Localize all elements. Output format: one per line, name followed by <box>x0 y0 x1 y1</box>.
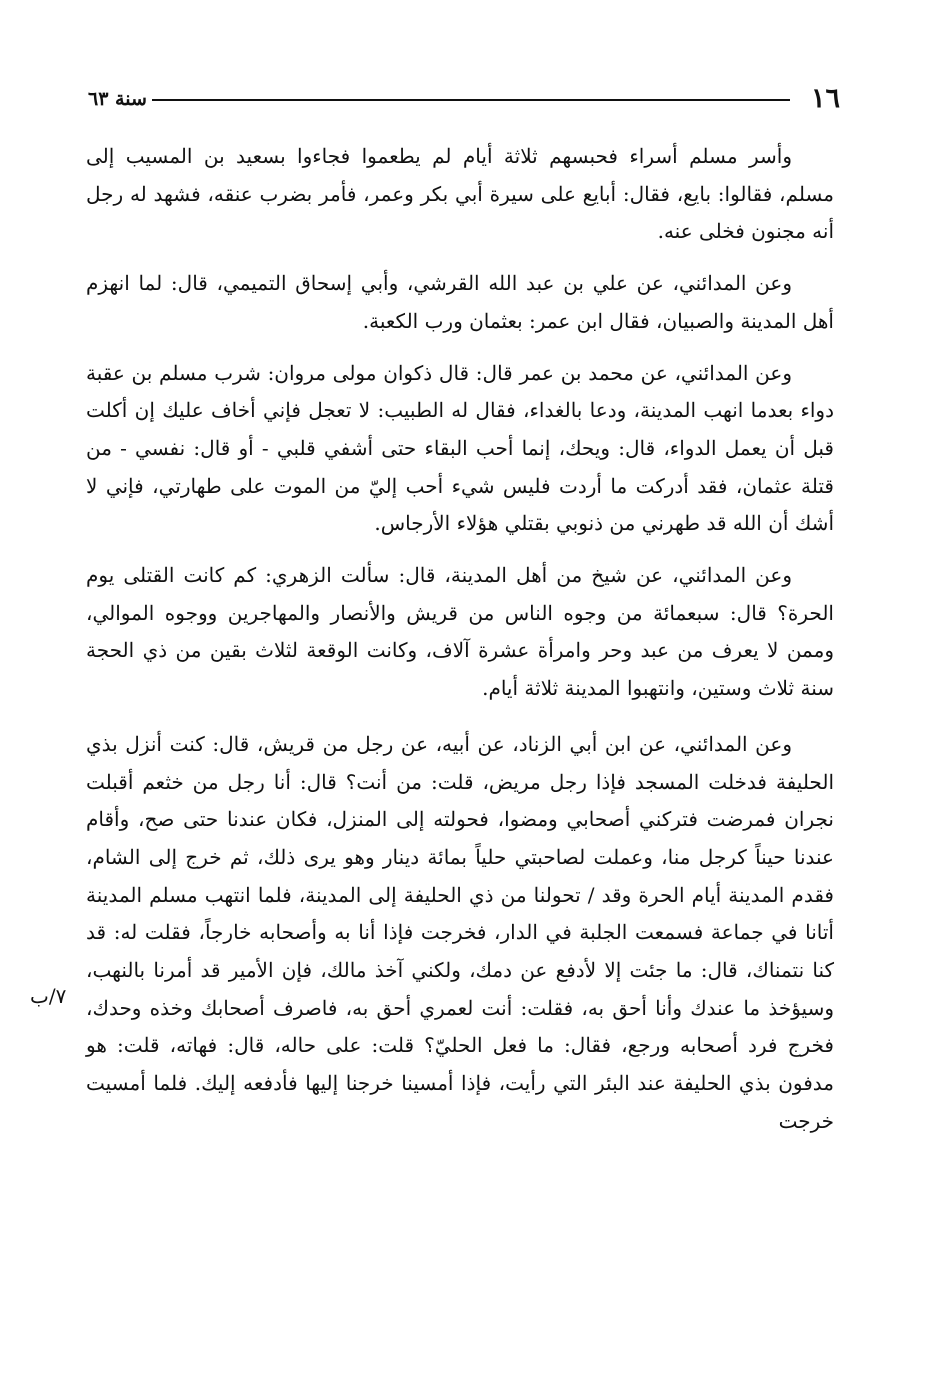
header-rule <box>152 99 790 101</box>
running-head-year: سنة ٦٣ <box>88 88 147 110</box>
paragraph-5: وعن المدائني، عن ابن أبي الزناد، عن أبيه، عن رجل من قريش، قال: كنت أنزل بذي الحليفة فدخلت المسجد فإذا رجل مريض، قلت: من أنت؟ قال: أنا رجل من خثعم أقبلت نجران فمرضت فتركني أصحابي ومضوا، فحولته إلى المنزل، فكان عندنا حتى صح، وأقام عندنا حيناً كرجل منا، وعملت لصاحبتي حلياً بمائة دينار وهو يرى ذلك، ثم خرج إلى الشام، فقدم المدينة أيام الحرة وقد / تحولنا من ذي الحليفة إلى المدينة، فلما انتهب مسلم المدينة أتانا في جماعة فسمعت الجلبة في الدار، فخرجت فإذا أنا به وأصحابه خارجاً، فقلت له: قد كنا نتمناك، قال: ما جئت إلا لأدفع عن دمك، ولكني آخذ مالك، فإن الأمير قد أمرنا بالنهب، وسيؤخذ ما عندك وأنا أحق به، فقلت: أنت لعمري أحق به، فاصرف أصحابك وخذه وحدك، فخرج فرد أصحابه ورجع، فقال: ما فعل الحليّ؟ قلت: على حاله، قال: فهاته، قلت: هو مدفون بذي الحليفة عند البئر التي رأيت، فإذا أمسينا خرجنا إليها فأدفعه إليك. فلما أمسيت خرجت <box>86 731 834 1133</box>
manuscript-folio-note: ٧/ب <box>30 984 67 1008</box>
paragraph-2: وعن المدائني، عن علي بن عبد الله القرشي، وأبي إسحاق التميمي، قال: لما انهزم أهل المدينة والصبيان، فقال ابن عمر: بعثمان ورب الكعبة. <box>86 271 834 333</box>
paragraph-4: وعن المدائني، عن شيخ من أهل المدينة، قال: سألت الزهري: كم كانت القتلى يوم الحرة؟ قال: سبعمائة من وجوه الناس من قريش والأنصار والمهاجرين ووجوه الموالي، وممن لا يعرف من عبد وحر وامرأة عشرة آلاف، وكانت الوقعة لثلاث بقين من ذي الحجة سنة ثلاث وستين، وانتهبوا المدينة ثلاثة أيام. <box>86 563 834 701</box>
paragraph-3: وعن المدائني، عن محمد بن عمر قال: قال ذكوان مولى مروان: شرب مسلم بن عقبة دواء بعدما انهب المدينة، ودعا بالغداء، فقال له الطبيب: لا تعجل فإني أخاف عليك إن أكلت قبل أن يعمل الدواء، قال: ويحك، إنما أحب البقاء حتى أشفي قلبي - أو قال: نفسي - من قتلة عثمان، فقد أدركت ما أردت فليس شيء أحب إليّ من الموت على طهارتي، فإني لا أشك أن الله قد طهرني من ذنوبي بقتلي هؤلاء الأرجاس. <box>86 360 835 536</box>
paragraph-1: وأسر مسلم أسراء فحبسهم ثلاثة أيام لم يطعموا فجاءوا بسعيد بن المسيب إلى مسلم، فقالوا: بايع، فقال: أبايع على سيرة أبي بكر وعمر، فأمر بضرب عنقه، فشهد له رجل أنه مجنون فخلى عنه. <box>86 144 834 244</box>
body-text <box>86 138 834 1159</box>
page-header <box>88 84 840 120</box>
page-number: ١٦ <box>810 83 840 114</box>
